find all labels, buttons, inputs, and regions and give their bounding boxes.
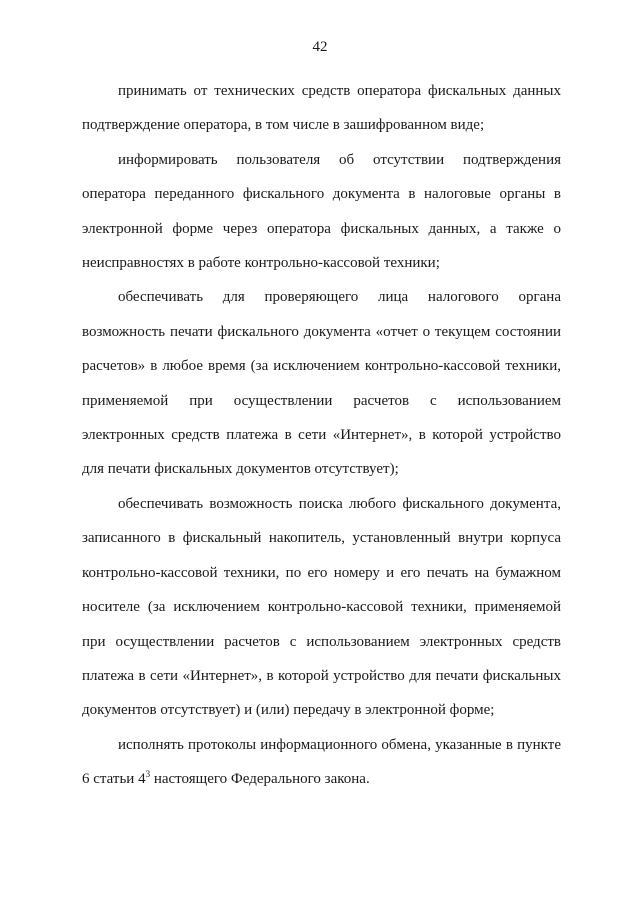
page-number: 42 — [312, 39, 328, 55]
paragraph-exchange-protocols-text: исполнять протоколы информационного обмена, указанные в пункте 6 статьи 4 — [82, 736, 561, 788]
paragraph-exchange-protocols-end: настоящего Федерального закона. — [150, 771, 370, 788]
document-body — [82, 74, 561, 797]
article-superscript: 3 — [145, 769, 151, 780]
paragraph-print-report: обеспечивать для проверяющего лица налогового органа возможность печати фискального документа «отчет о текущем состоянии расчетов» в любое время (за исключением контрольно-кассовой техники, применяемой при осуществлении расчетов с использованием электронных средств платежа в сети «Интернет», в которой устройство для печати фискальных документов отсутствует); — [82, 289, 561, 478]
paragraph-receive-confirmation: принимать от технических средств оператора фискальных данных подтверждение оператора, в том числе в зашифрованном виде; — [82, 83, 561, 134]
paragraph-exchange-protocols — [82, 728, 561, 797]
paragraph-inform-user: информировать пользователя об отсутствии подтверждения оператора переданного фискального документа в налоговые органы в электронной форме через оператора фискальных данных, а также о неисправностях в работе контрольно-кассовой техники; — [82, 151, 561, 272]
paragraph-search-document: обеспечивать возможность поиска любого фискального документа, записанного в фискальный накопитель, установленный внутри корпуса контрольно-кассовой техники, по его номеру и его печать на бумажном носителе (за исключением контрольно-кассовой техники, применяемой при осуществлении расчетов с использованием электронных средств платежа в сети «Интернет», в которой устройство для печати фискальных документов отсутствует) и (или) передачу в электронной форме; — [82, 495, 561, 719]
